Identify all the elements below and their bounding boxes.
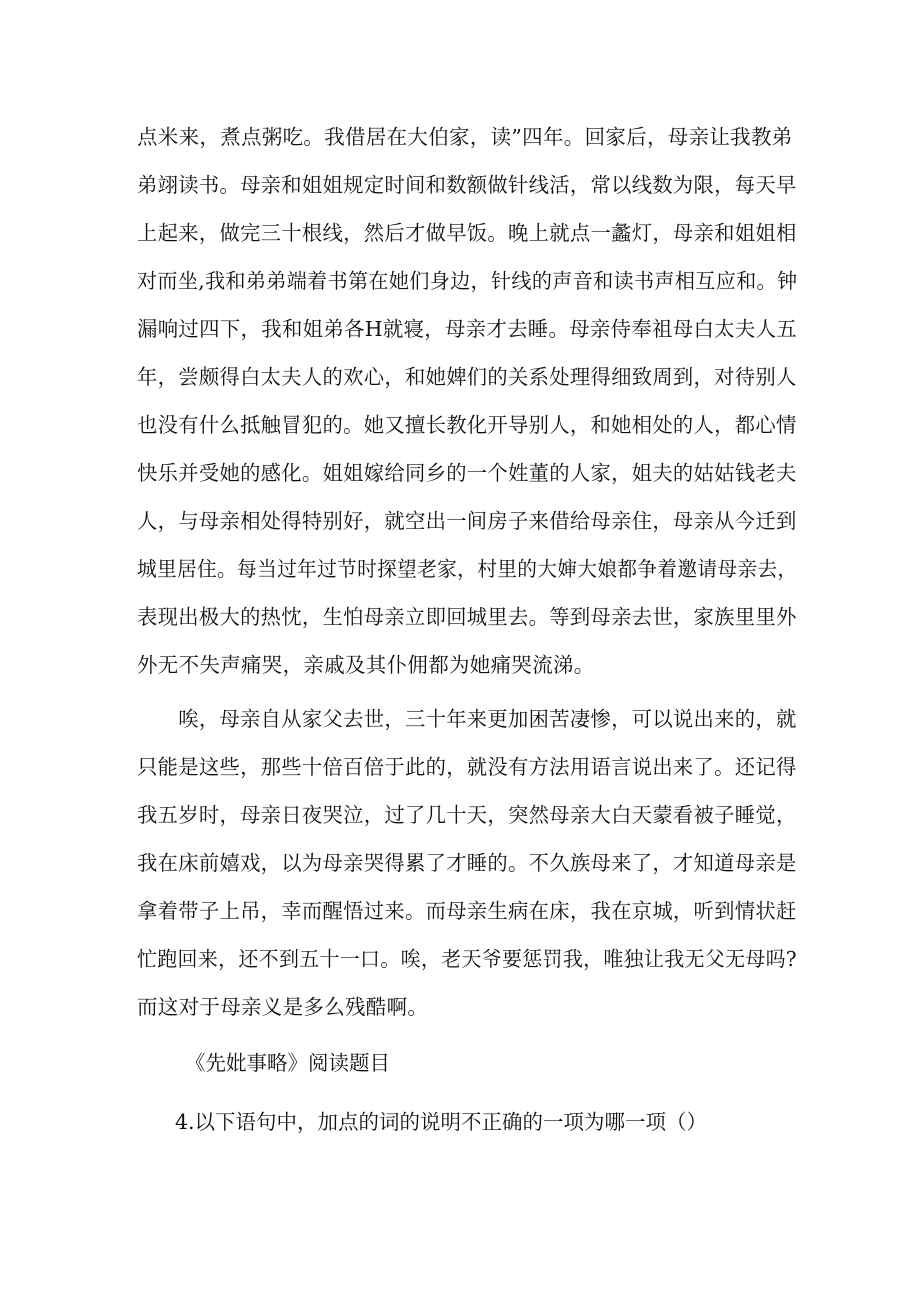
paragraph-line: 弟翊读书。母亲和姐姐规定时间和数额做针线活，常以线数为限，每天早 <box>137 173 797 197</box>
paragraph-line: 漏响过四下，我和姐弟各H就寝，母亲才去睡。母亲侍奉祖母白太夫人五 <box>137 317 797 341</box>
question-4: 4.以下语句中，加点的词的说明不正确的一项为哪一项（） <box>175 1110 708 1134</box>
paragraph-1 <box>137 113 797 689</box>
paragraph-line: 上起来，做完三十根线，然后才做早饭。晚上就点一蠡灯，母亲和姐姐相 <box>137 221 797 245</box>
paragraph-2 <box>137 695 797 1031</box>
paragraph-line: 表现出极大的热忱，生怕母亲立即回城里去。等到母亲去世，家族里里外 <box>137 605 797 629</box>
paragraph-line: 年，尝颇得白太夫人的欢心，和她婢们的关系处理得细致周到，对待别人 <box>137 365 797 389</box>
paragraph-line: 外无不失声痛哭，亲戚及其仆佣都为她痛哭流涕。 <box>137 653 595 677</box>
paragraph-line: 只能是这些，那些十倍百倍于此的，就没有方法用语言说出来了。还记得 <box>137 755 797 779</box>
paragraph-line: 拿着带子上吊，幸而醒悟过来。而母亲生病在床，我在京城，听到情状赶 <box>137 899 797 923</box>
paragraph-line: 人，与母亲相处得特别好，就空出一间房子来借给母亲住，母亲从今迁到 <box>137 509 797 533</box>
paragraph-line: 我在床前嬉戏，以为母亲哭得累了才睡的。不久族母来了，才知道母亲是 <box>137 851 797 875</box>
paragraph-line: 唉，母亲自从家父去世，三十年来更加困苦凄惨，可以说出来的，就 <box>137 707 797 731</box>
paragraph-line: 点米来，煮点粥吃。我借居在大伯家，读”四年。回家后，母亲让我教弟 <box>137 125 793 149</box>
paragraph-line: 忙跑回来，还不到五十一口。唉，老天爷要惩罚我，唯独让我无父无母吗? <box>137 947 797 971</box>
paragraph-line: 城里居住。每当过年过节时探望老家，村里的大婶大娘都争着邀请母亲去， <box>137 557 798 581</box>
paragraph-line: 快乐并受她的感化。姐姐嫁给同乡的一个姓董的人家，姐夫的姑姑钱老夫 <box>137 461 797 485</box>
paragraph-line: 对而坐,我和弟弟端着书第在她们身边，针线的声音和读书声相互应和。钟 <box>137 269 798 293</box>
section-heading: 《先妣事略》阅读题目 <box>185 1051 390 1075</box>
paragraph-line: 我五岁时，母亲日夜哭泣，过了几十天，突然母亲大白天蒙看被子睡觉， <box>137 803 797 827</box>
paragraph-line: 而这对于母亲义是多么残酷啊。 <box>137 995 429 1019</box>
paragraph-line: 也没有什么抵触冒犯的。她又擅长教化开导别人，和她相处的人，都心情 <box>137 413 797 437</box>
